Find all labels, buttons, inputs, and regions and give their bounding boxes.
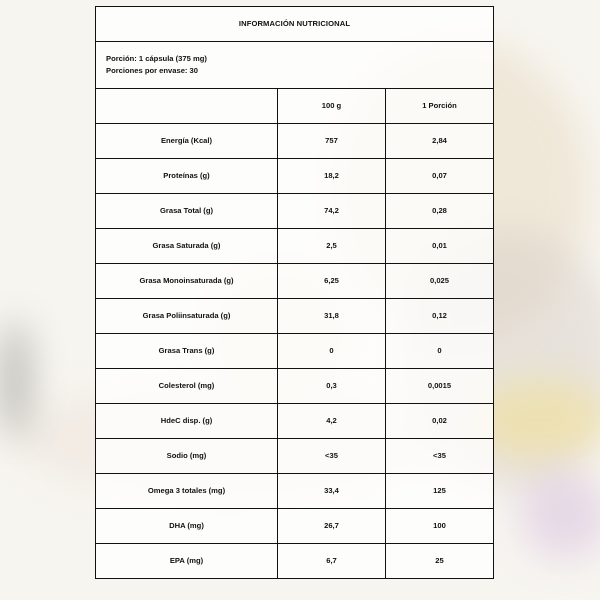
value-per-100g: 33,4	[278, 474, 386, 509]
nutrient-label: Sodio (mg)	[96, 439, 278, 474]
table-row	[96, 124, 494, 159]
value-per-100g: 74,2	[278, 194, 386, 229]
table-row	[96, 159, 494, 194]
serving-info	[96, 42, 494, 89]
nutrient-label: Grasa Monoinsaturada (g)	[96, 264, 278, 299]
table-row	[96, 369, 494, 404]
background-blur-shape	[0, 320, 30, 440]
table-row	[96, 334, 494, 369]
table-row	[96, 299, 494, 334]
nutrient-label: EPA (mg)	[96, 544, 278, 579]
value-per-portion: 0,01	[386, 229, 494, 264]
header-row	[96, 89, 494, 124]
table-row	[96, 544, 494, 579]
value-per-100g: 0,3	[278, 369, 386, 404]
nutrient-label: HdeC disp. (g)	[96, 404, 278, 439]
nutrition-table	[95, 6, 494, 579]
title-row	[96, 7, 494, 42]
value-per-100g: 26,7	[278, 509, 386, 544]
table-row	[96, 194, 494, 229]
value-per-portion: 125	[386, 474, 494, 509]
nutrition-facts-panel	[95, 6, 493, 579]
value-per-100g: 757	[278, 124, 386, 159]
table-row	[96, 474, 494, 509]
column-header-label	[96, 89, 278, 124]
table-row	[96, 404, 494, 439]
value-per-portion: 0,28	[386, 194, 494, 229]
nutrient-label: Omega 3 totales (mg)	[96, 474, 278, 509]
value-per-100g: 6,25	[278, 264, 386, 299]
nutrient-label: Proteínas (g)	[96, 159, 278, 194]
value-per-portion: 0,025	[386, 264, 494, 299]
value-per-100g: <35	[278, 439, 386, 474]
column-header-portion: 1 Porción	[386, 89, 494, 124]
value-per-100g: 0	[278, 334, 386, 369]
nutrient-label: Grasa Trans (g)	[96, 334, 278, 369]
value-per-100g: 6,7	[278, 544, 386, 579]
value-per-portion: 0	[386, 334, 494, 369]
value-per-100g: 18,2	[278, 159, 386, 194]
table-title: INFORMACIÓN NUTRICIONAL	[96, 7, 494, 42]
value-per-100g: 31,8	[278, 299, 386, 334]
nutrient-label: Grasa Saturada (g)	[96, 229, 278, 264]
value-per-portion: 0,12	[386, 299, 494, 334]
servings-per-container: Porciones por envase: 30	[106, 66, 199, 75]
value-per-portion: <35	[386, 439, 494, 474]
table-row	[96, 264, 494, 299]
value-per-portion: 2,84	[386, 124, 494, 159]
nutrient-label: Grasa Poliinsaturada (g)	[96, 299, 278, 334]
value-per-portion: 0,07	[386, 159, 494, 194]
column-header-100g: 100 g	[278, 89, 386, 124]
table-row	[96, 509, 494, 544]
nutrient-label: Grasa Total (g)	[96, 194, 278, 229]
nutrient-label: Colesterol (mg)	[96, 369, 278, 404]
value-per-100g: 4,2	[278, 404, 386, 439]
value-per-portion: 0,02	[386, 404, 494, 439]
nutrient-label: DHA (mg)	[96, 509, 278, 544]
value-per-portion: 100	[386, 509, 494, 544]
value-per-portion: 0,0015	[386, 369, 494, 404]
background-blur-shape	[520, 470, 600, 560]
serving-row	[96, 42, 494, 89]
nutrient-label: Energía (Kcal)	[96, 124, 278, 159]
table-row	[96, 439, 494, 474]
value-per-portion: 25	[386, 544, 494, 579]
serving-size: Porción: 1 cápsula (375 mg)	[106, 54, 207, 64]
table-row	[96, 229, 494, 264]
value-per-100g: 2,5	[278, 229, 386, 264]
